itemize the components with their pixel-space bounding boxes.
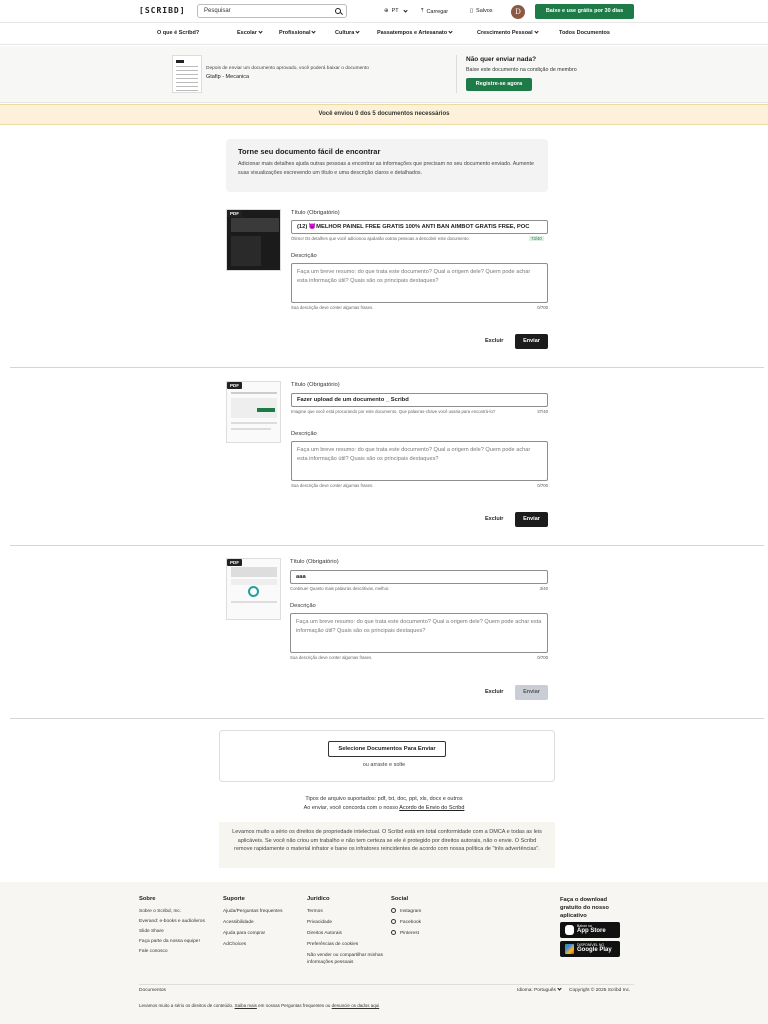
description-char-count: 0/700 (537, 305, 548, 310)
copyright: Copyright © 2025 Scribd Inc. (569, 988, 631, 993)
title-input[interactable]: aaa (290, 570, 548, 584)
document-thumbnail (226, 209, 281, 271)
send-button[interactable]: Enviar (515, 512, 548, 527)
instagram-link[interactable]: Instagram (391, 908, 471, 915)
tip-text: Adicionar mais detalhes ajuda outras pessoas a encontrar as informações que precisam no seu documento enviado. Aumente suas visualizações escrevendo um título e uma descrição claros e detalhados. (238, 161, 534, 176)
chevron-down-icon (258, 29, 262, 33)
description-textarea[interactable]: Faça um breve resumo: do que trata este documento? Qual a origem dele? Quem pode achar esta informação útil? Quais são os principais destaques? (290, 613, 548, 653)
footer-link[interactable]: Direitos Autorais (307, 931, 342, 936)
send-button[interactable]: Enviar (515, 685, 548, 700)
title-label: Título (Obrigatório) (290, 559, 339, 565)
description-hint: Sua descrição deve conter algumas frases. (291, 305, 374, 310)
footer-link[interactable]: Termos (307, 909, 323, 914)
title-char-count: 37/40 (537, 409, 548, 414)
footer-link[interactable]: Ajuda/Perguntas frequentes (223, 909, 283, 914)
target-document-thumbnail (172, 55, 202, 93)
upload-label: Carregar (426, 8, 449, 15)
chevron-down-icon (534, 29, 538, 33)
description-hint: Sua descrição deve conter algumas frases. (290, 655, 373, 660)
divider (456, 55, 457, 93)
content-disclaimer: Levamos muito a sério os direitos de conteúdo. Saiba mais em nossas Perguntas frequentes ou denuncie os dados aqui (139, 1003, 380, 1008)
nav-professional[interactable]: Profissional (279, 30, 315, 36)
nav-all-documents[interactable]: Todos Documentos (559, 30, 610, 36)
chevron-down-icon (312, 29, 316, 33)
chevron-down-icon (557, 986, 561, 990)
title-input[interactable]: (12) 👿MELHOR PAINEL FREE GRATIS 100% ANTI BAN AIMBOT GRATIS FREE, POC (291, 220, 548, 234)
apple-icon (565, 925, 574, 935)
footer-link[interactable]: Fale conosco (139, 949, 168, 954)
play-icon (565, 944, 574, 954)
footer-link[interactable]: Privacidade (307, 920, 333, 925)
saved-label: Salvos (476, 8, 493, 14)
pdf-badge: PDF (227, 210, 242, 217)
pdf-badge: PDF (227, 559, 242, 566)
avatar[interactable]: D (511, 5, 525, 19)
learn-more-link[interactable]: Saiba mais (234, 1003, 257, 1008)
footer-link[interactable]: Slide Share (139, 929, 164, 934)
title-label: Título (Obrigatório) (291, 382, 340, 388)
footer-link[interactable]: Faça parte da nossa equipe! (139, 939, 200, 944)
footer-link[interactable]: Acessibilidade (223, 920, 254, 925)
description-textarea[interactable]: Faça um breve resumo: do que trata este documento? Qual a origem dele? Quem pode achar esta informação útil? Quais são os principais destaques? (291, 441, 548, 481)
tip-title: Torne seu documento fácil de encontrar (238, 147, 381, 156)
description-char-count: 0/700 (537, 483, 548, 488)
document-thumbnail (226, 558, 281, 620)
section-divider (10, 545, 764, 546)
footer-col-support: Suporte Ajuda/Perguntas frequentes Acessibilidade Ajuda para comprar AdChoices (223, 896, 303, 948)
category-nav (0, 23, 768, 45)
drag-drop-text: ou arraste e solte (362, 762, 406, 768)
language-selector[interactable] (384, 8, 407, 14)
footer-link[interactable]: Não vender ou compartilhar minhas informações pessoais (307, 953, 383, 965)
footer-col-legal: Jurídico Termos Privacidade Direitos Autorais Preferências de cookies Não vender ou compartilhar minhas informações pessoais (307, 896, 387, 966)
globe-icon: ⊕ (384, 8, 389, 14)
footer-link[interactable]: Preferências de cookies (307, 942, 359, 947)
title-input[interactable]: Fazer upload de um documento _ Scribd (291, 393, 548, 407)
download-note: Depois de enviar um documento aprovado, você poderá baixar o documento (206, 66, 369, 71)
description-textarea[interactable]: Faça um breve resumo: do que trata este documento? Qual a origem dele? Quem pode achar esta informação útil? Quais são os principais destaques? (291, 263, 548, 303)
report-link[interactable]: denuncie os dados aqui (331, 1003, 380, 1008)
target-document-title: Gtafip - Mecanica (206, 74, 250, 80)
bookmark-icon: ▯ (470, 8, 474, 14)
language-dropdown[interactable]: Idioma: Português (517, 987, 561, 994)
title-hint: Continue! Quanto mais palavras descritivas, melhor. (290, 586, 390, 591)
footer-link[interactable]: Everand: e-books e audiolivros (139, 919, 205, 924)
nav-hobbies[interactable]: Passatempos e Artesanato (377, 30, 452, 36)
delete-button[interactable]: Excluir (485, 516, 504, 522)
title-hint: Imagine que você está procurando por este documento. Que palavras-chave você usaria para encontrá-lo? (291, 409, 496, 414)
upload-link[interactable] (421, 8, 448, 15)
description-label: Descrição (291, 253, 317, 259)
upload-agreement: Ao enviar, você concorda com o nosso Acordo de Envio do Scribd (303, 805, 465, 811)
title-label: Título (Obrigatório) (291, 210, 340, 216)
no-upload-text: Baixe este documento na condição de membro (466, 67, 577, 73)
scribd-logo[interactable]: [SCRIBD] (139, 6, 186, 15)
title-char-count: 73/40 (531, 236, 542, 241)
saved-link[interactable] (470, 8, 493, 14)
upload-icon: ⤒ (421, 8, 424, 14)
search-placeholder: Pesquisar (204, 8, 231, 14)
upload-progress-banner: Você enviou 0 dos 5 documentos necessários (0, 104, 768, 125)
pinterest-link[interactable]: Pinterest (391, 930, 471, 937)
delete-button[interactable]: Excluir (485, 689, 504, 695)
description-label: Descrição (290, 603, 316, 609)
copyright-notice: Levamos muito a sério os direitos de propriedade intelectual. O Scribd está em total conformidade com a DMCA e todas as leis aplicáveis. Se você não criou um trabalho e não tem certeza se ele é protegido por direitos autorais, não o envie. O Scribd remove rapidamente o material infrator e bane os infratores reincidentes de acordo com nossa política de "três advertências". (219, 822, 555, 868)
supported-types: Tipos de arquivo suportados: pdf, txt, doc, ppt, xls, docx e outros (305, 796, 463, 802)
delete-button[interactable]: Excluir (485, 338, 504, 344)
footer-documents-link[interactable]: Documentos (139, 988, 166, 993)
description-hint: Sua descrição deve conter algumas frases. (291, 483, 374, 488)
description-label: Descrição (291, 431, 317, 437)
chevron-down-icon (403, 8, 407, 12)
description-char-count: 0/700 (537, 655, 548, 660)
nav-culture[interactable]: Cultura (335, 30, 359, 36)
title-char-count: 3/40 (539, 586, 548, 591)
facebook-icon (391, 919, 396, 924)
facebook-link[interactable]: Facebook (391, 919, 471, 926)
send-button[interactable]: Enviar (515, 334, 548, 349)
pinterest-icon (391, 930, 396, 935)
footer-link[interactable]: Sobre o Scribd, Inc. (139, 909, 182, 914)
free-trial-button[interactable]: Baixe e use grátis por 30 dias (535, 4, 634, 19)
footer-link[interactable]: AdChoices (223, 942, 247, 947)
nav-personal-growth[interactable]: Crescimento Pessoal (477, 30, 538, 36)
app-store-button[interactable]: Baixar na App Store (560, 922, 620, 938)
language-label: PT (391, 8, 399, 14)
chevron-down-icon (448, 29, 452, 33)
upload-agreement-link[interactable]: Acordo de Envio do Scribd (399, 805, 465, 811)
google-play-button[interactable]: DISPONÍVEL NO Google Play (560, 941, 620, 957)
pdf-badge: PDF (227, 382, 242, 389)
app-download-title: Faça o download gratuito do nosso aplicativo (560, 897, 609, 919)
register-button[interactable]: Registre-se agora (466, 78, 532, 91)
document-thumbnail (226, 381, 281, 443)
select-documents-button[interactable]: Selecione Documentos Para Enviar (328, 741, 446, 757)
tip-card (226, 139, 548, 192)
footer-divider (139, 984, 634, 985)
footer-col-about: Sobre Sobre o Scribd, Inc. Everand: e-books e audiolivros Slide Share Faça parte da nossa equipe! Fale conosco (139, 896, 219, 955)
top-bar (0, 0, 768, 23)
nav-what-is-scribd[interactable]: O que é Scribd? (157, 30, 200, 36)
section-divider (10, 718, 764, 719)
footer-col-social: Social Instagram Facebook Pinterest (391, 896, 471, 937)
no-upload-heading: Não quer enviar nada? (466, 56, 537, 63)
instagram-icon (391, 908, 396, 913)
search-input[interactable] (197, 4, 347, 18)
nav-academic[interactable]: Escolar (237, 30, 262, 36)
section-divider (10, 367, 764, 368)
download-info-band (0, 46, 768, 103)
chevron-down-icon (356, 29, 360, 33)
search-icon[interactable] (335, 8, 341, 14)
footer-link[interactable]: Ajuda para comprar (223, 931, 266, 936)
title-hint: Ótimo! Os detalhes que você adicionou ajudarão outras pessoas a descobrir este documento. (291, 236, 470, 241)
